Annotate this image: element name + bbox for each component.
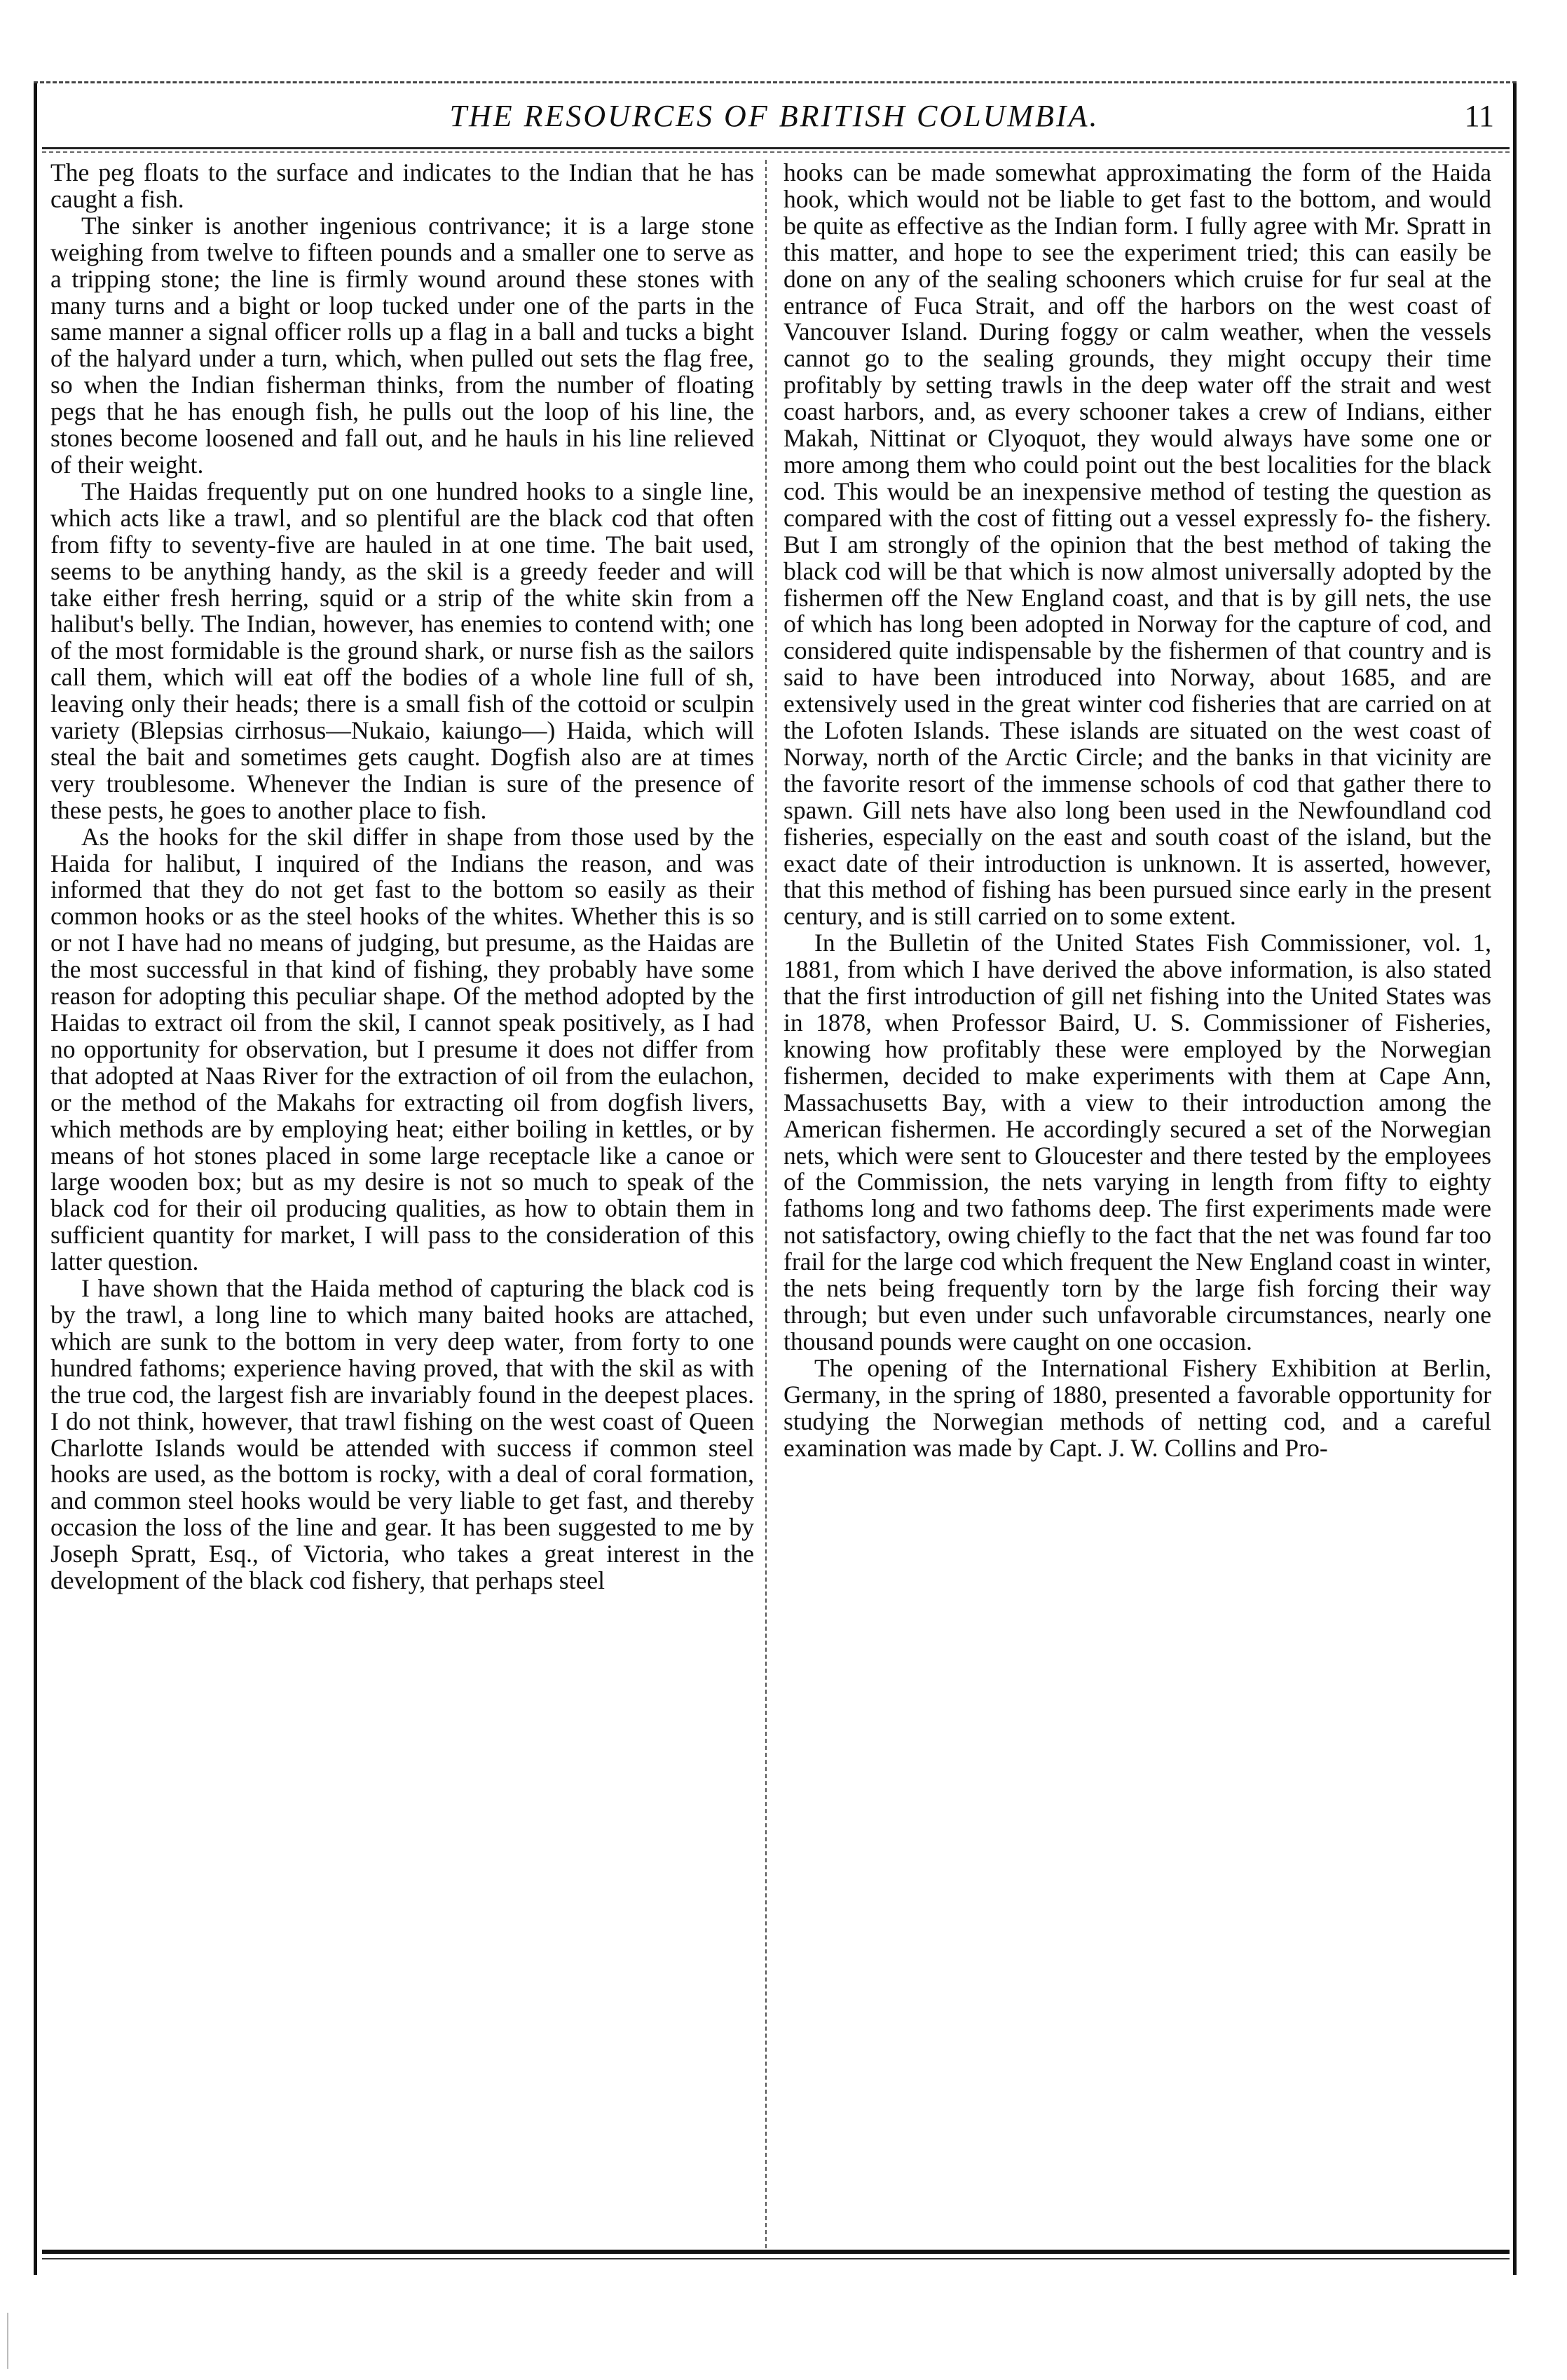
paragraph: The peg floats to the surface and indicates to the Indian that he has caught a fish. — [50, 160, 754, 213]
running-header — [42, 98, 1507, 147]
scan-edge-mark — [7, 2313, 8, 2369]
paragraph: I have shown that the Haida method of capturing the black cod is by the trawl, a long line to which many baited hooks are attached, which are sunk to the bottom in very deep water, from forty to one hundred fathoms; experience having proved, that with the skil as with the true cod, the largest fish are invariably found in the deepest places. I do not think, however, that trawl fishing on the west coast of Queen Charlotte Islands would be attended with success if common steel hooks are used, as the bottom is rocky, with a deal of coral formation, and common steel hooks would be very liable to get fast, and thereby occasion the loss of the line and gear. It has been suggested to me by Joseph Spratt, Esq., of Victoria, who takes a great interest in the development of the black cod fishery, that perhaps steel — [50, 1274, 754, 1595]
paragraph: As the hooks for the skil differ in shape from those used by the Haida for halibut, I inquired of the Indians the reason, and was informed that they do not get fast to the bottom so easily as their common hooks or as the steel hooks of the whites. Whether this is so or not I have had no means of judging, but presume, as the Haidas are the most successful in that kind of fishing, they probably have some reason for adopting this peculiar shape. Of the method adopted by the Haidas to extract oil from the skil, I cannot speak positively, as I had no opportunity for observation, but I presume it does not differ from that adopted at Naas River for the extraction of oil from the eulachon, or the method of the Makahs for extracting oil from dogfish livers, which methods are by employing heat; either boiling in kettles, or by means of hot stones placed in some large receptacle like a canoe or large wooden box; but as my desire is not so much to speak of the black cod for their oil producing qualities, as how to obtain them in sufficient quantity for market, I will pass to the consideration of this latter question. — [50, 822, 754, 1276]
paragraph: hooks can be made somewhat approximating the form of the Haida hook, which would not be liable to get fast to the bottom, and would be quite as effective as the Indian form. I fully agree with Mr. Spratt in this matter, and hope to see the experiment tried; this can easily be done on any of the sealing schooners which cruise for fur seal at the entrance of Fuca Strait, and off the harbors on the west coast of Vancouver Island. During foggy or calm weather, when the vessels cannot go to the sealing grounds, they might occupy their time profitably by setting trawls in the deep water off the strait and west coast harbors, and, as every schooner takes a crew of Indians, either Makah, Nittinat or Clyoquot, they would always have some one or more among them who could point out the best localities for the black cod. This would be an inexpensive method of testing the question as compared with the cost of fitting out a vessel expressly fo- the fishery. But I am strongly of the opinion that the best method of taking the black cod will be that which is now almost universally adopted by the fishermen off the New England coast, and that is by gill nets, the use of which has long been adopted in Norway for the capture of cod, and considered quite indispensable by the fishermen of that country and is said to have been introduced into Norway, about 1685, and are extensively used in the great winter cod fisheries that are carried on at the Lofoten Islands. These islands are situated on the west coast of Norway, north of the Arctic Circle; and the banks in that vicinity are the favorite resort of the immense schools of cod that gather there to spawn. Gill nets have also long been used in the Newfoundland cod fisheries, especially on the east and south coast of the island, but the exact date of their introduction is unknown. It is asserted, however, that this method of fishing has been pursued since early in the present century, and is still carried on to some extent. — [784, 160, 1491, 931]
left-column — [50, 160, 754, 2248]
paragraph: The Haidas frequently put on one hundred hooks to a single line, which acts like a trawl, and so plentiful are the black cod that often from fifty to seventy-five are hauled in at one time. The bait used, seems to be anything handy, as the skil is a greedy feeder and will take either fresh herring, squid or a strip of the white skin from a halibut's belly. The Indian, however, has enemies to contend with; one of the most formidable is the ground shark, or nurse fish as the sailors call them, which will eat off the bodies of a whole line full of sh, leaving only their heads; there is a small fish of the cottoid or sculpin variety (Blepsias cirrhosus—Nukaio, kaiungo—) Haida, which will steal the bait and sometimes gets caught. Dogfish also are at times very troublesome. Whenever the Indian is sure of the presence of these pests, he goes to another place to fish. — [50, 477, 754, 824]
paragraph: The opening of the International Fishery Exhibition at Berlin, Germany, in the spring of 1880, presented a favorable opportunity for studying the Norwegian methods of netting cod, and a careful examination was made by Capt. J. W. Collins and Pro- — [784, 1353, 1491, 1462]
top-border — [34, 81, 1517, 83]
paragraph: In the Bulletin of the United States Fish Commissioner, vol. 1, 1881, from which I have derived the above information, is also stated that the first introduction of gill net fishing into the United States was in 1878, when Professor Baird, U. S. Commissioner of Fisheries, knowing how profitably these were employed by the Norwegian fishermen, decided to make experiments with them at Cape Ann, Massachusetts Bay, with a view to their introduction among the American fishermen. He accordingly secured a set of the Norwegian nets, which were sent to Gloucester and there tested by the employees of the Commission, the nets varying in length from fifty to eighty fathoms long and two fathoms deep. The first experiments made were not satisfactory, owing chiefly to the fact that the net was found far too frail for the large cod which frequent the New England coast in winter, the nets being frequently torn by the large fish forcing their way through; but even under such unfavorable circumstances, nearly one thousand pounds were caught on one occasion. — [784, 929, 1491, 1355]
right-column — [784, 160, 1491, 2248]
bottom-rule — [42, 2250, 1510, 2254]
page-number: 11 — [1464, 99, 1494, 133]
page-title: THE RESOURCES OF BRITISH COLUMBIA. — [449, 99, 1100, 133]
header-rule — [42, 147, 1510, 149]
header-rule-secondary — [42, 151, 1510, 153]
bottom-rule-secondary — [42, 2258, 1510, 2259]
column-divider — [765, 160, 767, 2248]
paragraph: The sinker is another ingenious contrivance; it is a large stone weighing from twelve to fifteen pounds and a smaller one to serve as a tripping stone; the line is firmly wound around these stones with many turns and a bight or loop tucked under one of the parts in the same manner a signal officer rolls up a flag in a ball and tucks a bight of the halyard under a turn, which, when pulled out sets the flag free, so when the Indian fisherman thinks, from the number of floating pegs that he has enough fish, he pulls out the loop of his line, the stones become loosened and fall out, and he hauls in his line relieved of their weight. — [50, 211, 754, 479]
